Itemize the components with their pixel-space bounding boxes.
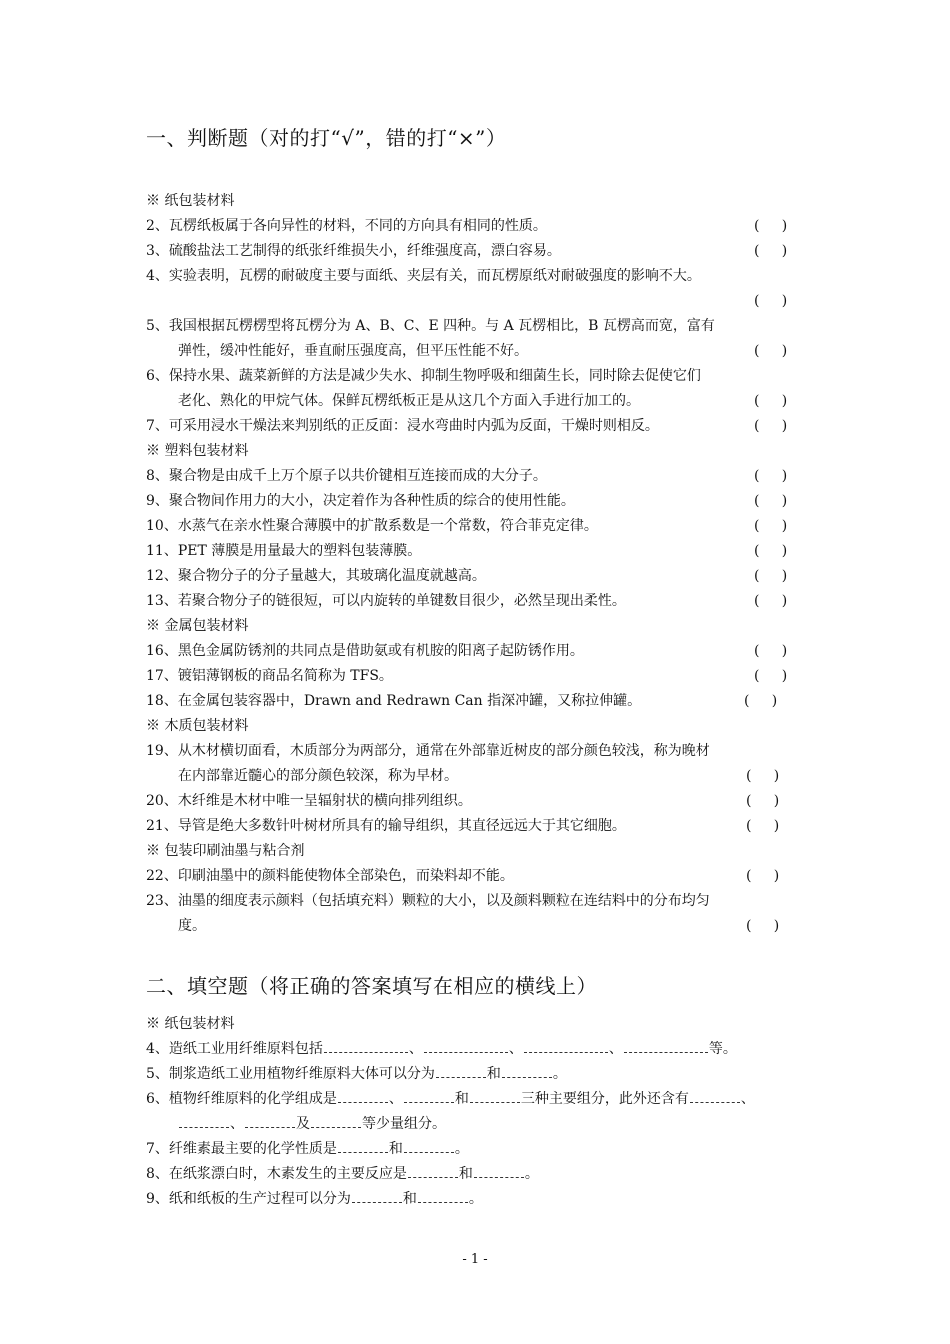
question-item: 5、我国根据瓦楞楞型将瓦楞分为 A、B、C、E 四种。与 A 瓦楞相比，B 瓦楞高而宽，富有 (146, 318, 715, 334)
answer-blank[interactable] (338, 1138, 388, 1153)
answer-blank[interactable] (352, 1188, 402, 1203)
answer-blank[interactable] (245, 1113, 295, 1128)
section-one-title: 一、判断题（对的打“√”，错的打“×”） (146, 126, 507, 150)
answer-blank[interactable] (524, 1038, 608, 1053)
true-false-questions (146, 189, 816, 939)
group-heading: ※ 纸包装材料 (146, 1016, 235, 1032)
answer-blank[interactable] (408, 1163, 458, 1178)
question-continuation: 老化、熟化的甲烷气体。保鲜瓦楞纸板正是从这几个方面入手进行加工的。 ( ) (146, 389, 816, 414)
answer-paren[interactable]: ( ) (746, 768, 780, 784)
question-item: 21、导管是绝大多数针叶树材所具有的输导组织，其直径远远大于其它细胞。 ( ) (146, 814, 816, 839)
question-item: 16、黑色金属防锈剂的共同点是借助氨或有机胺的阳离子起防锈作用。 ( ) (146, 639, 816, 664)
answer-blank[interactable] (404, 1088, 454, 1103)
question-item: 17、镀铝薄钢板的商品名简称为 TFS。 ( ) (146, 664, 816, 689)
fill-question-item: 4、造纸工业用纤维原料包括 、 、 、 等。 (146, 1037, 816, 1062)
section-two-title: 二、填空题（将正确的答案填写在相应的横线上） (146, 974, 597, 998)
answer-paren[interactable]: ( ) (746, 793, 780, 809)
answer-blank[interactable] (474, 1163, 524, 1178)
question-continuation: 弹性，缓冲性能好，垂直耐压强度高，但平压性能不好。 ( ) (146, 339, 816, 364)
answer-blank[interactable] (424, 1038, 508, 1053)
question-item: 4、实验表明，瓦楞的耐破度主要与面纸、夹层有关，而瓦楞原纸对耐破强度的影响不大。 (146, 268, 701, 284)
answer-paren[interactable]: ( ) (754, 643, 788, 659)
question-item: 13、若聚合物分子的链很短，可以内旋转的单键数目很少，必然呈现出柔性。 ( ) (146, 589, 816, 614)
group-heading: ※ 包装印刷油墨与粘合剂 (146, 843, 305, 859)
fill-in-questions (146, 1012, 816, 1212)
answer-paren[interactable]: ( ) (754, 343, 788, 359)
group-heading: ※ 金属包装材料 (146, 618, 249, 634)
question-continuation (146, 289, 816, 314)
question-item: 8、聚合物是由成千上万个原子以共价键相互连接而成的大分子。 ( ) (146, 464, 816, 489)
answer-blank[interactable] (418, 1188, 468, 1203)
answer-paren[interactable]: ( ) (746, 918, 780, 934)
answer-paren[interactable]: ( ) (754, 293, 788, 309)
answer-blank[interactable] (311, 1113, 361, 1128)
question-item: 19、从木材横切面看，木质部分为两部分，通常在外部靠近树皮的部分颜色较浅，称为晚材 (146, 743, 710, 759)
page-number: - 1 - (462, 1252, 488, 1267)
answer-blank[interactable] (179, 1113, 229, 1128)
question-item: 22、印刷油墨中的颜料能使物体全部染色，而染料却不能。 ( ) (146, 864, 816, 889)
answer-blank[interactable] (404, 1138, 454, 1153)
fill-question-item: 5、制浆造纸工业用植物纤维原料大体可以分为 和 。 (146, 1062, 816, 1087)
group-heading: ※ 塑料包装材料 (146, 443, 249, 459)
question-item: 23、油墨的细度表示颜料（包括填充料）颗粒的大小，以及颜料颗粒在连结料中的分布均匀 (146, 893, 710, 909)
answer-blank[interactable] (324, 1038, 408, 1053)
answer-paren[interactable]: ( ) (754, 243, 788, 259)
question-item: 7、可采用浸水干燥法来判别纸的正反面：浸水弯曲时内弧为反面，干燥时则相反。 ( ) (146, 414, 816, 439)
answer-blank[interactable] (502, 1063, 552, 1078)
answer-paren[interactable]: ( ) (754, 468, 788, 484)
answer-paren[interactable]: ( ) (754, 543, 788, 559)
answer-paren[interactable]: ( ) (754, 418, 788, 434)
answer-blank[interactable] (338, 1088, 388, 1103)
answer-blank[interactable] (690, 1088, 740, 1103)
fill-question-item: 6、植物纤维原料的化学组成是 、 和 三种主要组分，此外还含有 、 (146, 1087, 816, 1112)
question-item: 11、PET 薄膜是用量最大的塑料包装薄膜。 ( ) (146, 539, 816, 564)
answer-paren[interactable]: ( ) (754, 493, 788, 509)
answer-blank[interactable] (470, 1088, 520, 1103)
answer-paren[interactable]: ( ) (754, 393, 788, 409)
fill-question-item: 7、纤维素最主要的化学性质是 和 。 (146, 1137, 816, 1162)
question-item: 10、水蒸气在亲水性聚合薄膜中的扩散系数是一个常数，符合菲克定律。 ( ) (146, 514, 816, 539)
question-continuation: 度。 ( ) (146, 914, 816, 939)
answer-paren[interactable]: ( ) (746, 818, 780, 834)
group-heading: ※ 纸包装材料 (146, 193, 235, 209)
answer-paren[interactable]: ( ) (754, 518, 788, 534)
answer-paren[interactable]: ( ) (754, 593, 788, 609)
fill-question-continuation: 、 及 等少量组分。 (146, 1112, 816, 1137)
answer-blank[interactable] (436, 1063, 486, 1078)
answer-paren[interactable]: ( ) (754, 568, 788, 584)
question-item: 3、硫酸盐法工艺制得的纸张纤维损失小，纤维强度高，漂白容易。 ( ) (146, 239, 816, 264)
answer-paren[interactable]: ( ) (754, 218, 788, 234)
answer-paren[interactable]: ( ) (754, 668, 788, 684)
question-continuation: 在内部靠近髓心的部分颜色较深，称为早材。 ( ) (146, 764, 816, 789)
question-item: 12、聚合物分子的分子量越大，其玻璃化温度就越高。 ( ) (146, 564, 816, 589)
answer-blank[interactable] (624, 1038, 708, 1053)
question-item: 6、保持水果、蔬菜新鲜的方法是减少失水、抑制生物呼吸和细菌生长，同时除去促使它们 (146, 368, 701, 384)
fill-question-item: 9、纸和纸板的生产过程可以分为 和 。 (146, 1187, 816, 1212)
question-item: 2、瓦楞纸板属于各向异性的材料，不同的方向具有相同的性质。 ( ) (146, 214, 816, 239)
fill-question-item: 8、在纸浆漂白时，木素发生的主要反应是 和 。 (146, 1162, 816, 1187)
question-item: 18、在金属包装容器中，Drawn and Redrawn Can 指深冲罐，又称拉伸罐。 ( ) (146, 689, 816, 714)
question-item: 9、聚合物间作用力的大小，决定着作为各种性质的综合的使用性能。 ( ) (146, 489, 816, 514)
question-item: 20、木纤维是木材中唯一呈辐射状的横向排列组织。 ( ) (146, 789, 816, 814)
group-heading: ※ 木质包装材料 (146, 718, 249, 734)
answer-paren[interactable]: ( ) (744, 693, 778, 709)
answer-paren[interactable]: ( ) (746, 868, 780, 884)
